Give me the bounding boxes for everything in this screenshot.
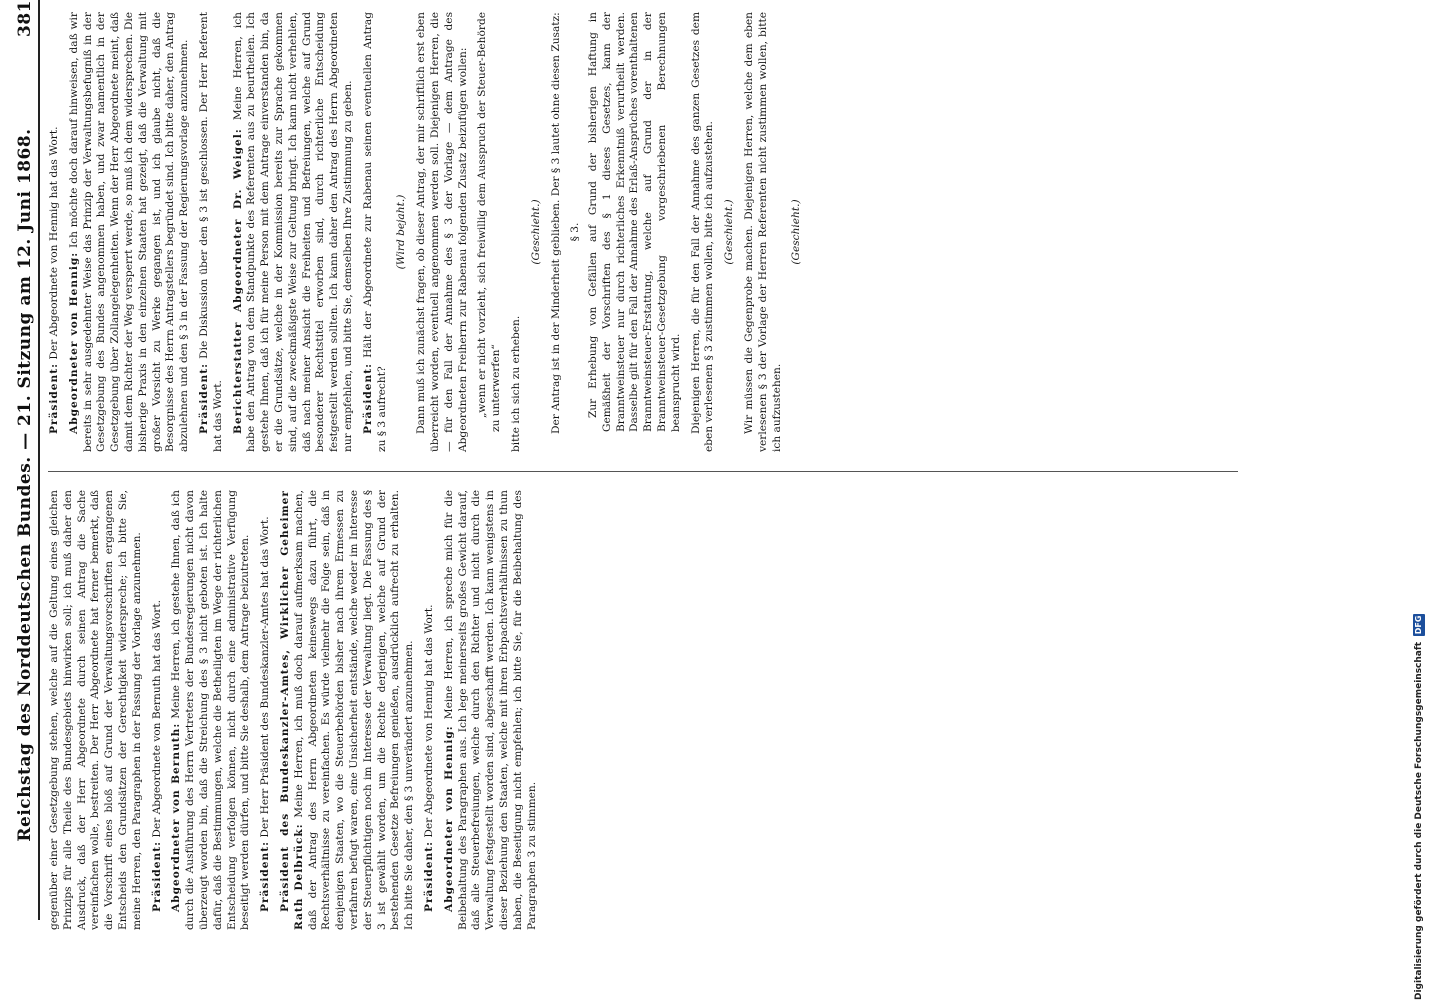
speech [68,12,192,452]
speech [279,490,417,930]
speech [170,490,253,930]
paragraph: gegenüber einer Gesetzgebung stehen, welche auf die Geltung eines gleichen Prinzips für alle Theile des Bundesgebiets hinwirken soll; ich muß daher den Ausdruck, daß der Herr Abgeordnete durch seinen Antrag die Sache vereinfachen wolle, bestreiten. Der Herr Abgeordnete hat ferner bemerkt, daß die Vorschrift eines bloß auf Grund der Verwaltungsvorschriften ergangenen Entscheids den Grundsätzen der Gerechtigkeit widerspreche; ich bitte Sie, meine Herren, den Paragraphen in der Fassung der Vorlage anzunehmen. [48,490,143,930]
speaker-name: Abgeordneter von Hennig: [442,725,455,912]
left-column [48,490,545,930]
speech-text: Meine Herren, ich muß doch darauf aufmerksam machen, daß der Antrag des Herrn Abgeordneten keineswegs dazu führt, die Rechtsverhältnisse zu vereinfachen. Es würde vielmehr die Folge sein, daß in denjenigen Staaten, wo die Steuerbehörden bisher nach ihrem Ermessen zu verfahren befugt waren, eine Unsicherheit entstände, welche weder im Interesse der Steuerpflichtigen noch im Interesse der Verwaltung liegt. Die Fassung des § 3 ist gewählt worden, um die Rechte derjenigen, welche auf Grund der bestehenden Gesetze Befreiungen genießen, ausdrücklich aufrecht zu erhalten. Ich bitte Sie daher, den § 3 unverändert anzunehmen. [292,489,416,930]
running-header [12,0,40,920]
paragraph: Diejenigen Herren, die für den Fall der Annahme des ganzen Gesetzes dem eben verlesenen § 3 zustimmen wollen, bitte ich aufzustehen. [689,12,716,452]
speech-text: Meine Herren, ich habe den Antrag von dem Standpunkte des Referenten aus zu beurtheilen. Ich gestehe Ihnen, daß ich für meine Person mit dem Antrage einverstanden bin, da er die Grundsätze, welche in der Kommission bereits zur Sprache gekommen sind, auf die zweckmäßigste Weise zur Geltung bringt. Ich kann nicht verhehlen, daß nach meiner Ansicht die Freiheiten und Befreiungen, welche auf Grund besonderer Rechtstitel erworben sind, durch richterliche Entscheidung festgestellt werden sollten. Ich kann daher den Antrag des Herrn Abgeordneten nur empfehlen, und bitte Sie, demselben Ihre Zustimmung zu geben. [231,12,354,452]
quote-text: „wenn er nicht vorzieht, sich freiwillig dem Ausspruch der Steuer-Behörde zu unterwerfen“ [476,12,503,432]
speech [232,12,356,452]
speech [423,490,437,930]
speech-text: Die Diskussion über den § 3 ist geschlossen. Der Herr Referent hat das Wort. [197,12,224,452]
speech-text: Hält der Abgeordnete zur Rabenau seinen eventuellen Antrag zu § 3 aufrecht? [361,12,388,452]
speech-text: Der Abgeordnete von Hennig hat das Wort. [48,126,60,360]
speaker-name: Abgeordneter von Hennig: [67,251,80,434]
speaker-name: Präsident: [197,362,210,434]
speaker-name: Berichterstatter Abgeordneter Dr. Weigel: [231,128,244,434]
stage-direction: (Geschieht.) [529,199,542,265]
paragraph: Der Antrag ist in der Minderheit geblieben. Der § 3 lautet ohne diesen Zusatz: [549,12,562,434]
paragraph: bitte ich sich zu erheben. [509,315,522,452]
credit-text: Digitalisierung gefördert durch die Deutsche Forschungsgemeinschaft [1414,641,1424,1000]
quote-text: Zur Erhebung von Gefällen auf Grund der bisherigen Haftung in Gemäßheit der Vorschriften des § 1 dieses Gesetzes, kann der Branntweinsteuer nur durch richterliches Erkenntniß verurtheilt werden. Dasselbe gilt für den Fall der Annahme des Erlaß-Ansprüches vorenthaltenen Branntweinsteuer-Erstattung, welche auf Grund der in der Branntweinsteuer-Gesetzgebung vorgeschriebenen Berechnungen beansprucht wird. [587,12,682,432]
speech-text: Meine Herren, ich spreche mich für die Beibehaltung des Paragraphen aus. Ich lege meinerseits großes Gewicht darauf, daß alle Steuerbefreiungen, welche durch den Richter und nicht durch die Verwaltung festgestellt worden sind, abgeschafft werden. Ich kann wenigstens in dieser Beziehung den Staaten, welche mit ihren Erbpachtsverhältnissen zu thun haben, die Beseitigung nicht empfehlen; ich bitte Sie, für die Beibehaltung des Paragraphen 3 zu stimmen. [442,490,538,930]
right-column [48,12,810,452]
speech-text: Der Abgeordnete von Hennig hat das Wort. [422,604,435,838]
speech-text: Ich möchte doch darauf hinweisen, daß wir bereits in sehr ausgedehnter Weise das Prinzip der Verwaltungsbefugniß in der Gesetzgebung des Bundes angenommen haben, und zwar namentlich in der Gesetzgebung über Zollangelegenheiten. Wenn der Herr Abgeordnete meint, daß damit dem Richter der Weg versperrt werde, so muß ich dem widersprechen. Die bisherige Praxis in den einzelnen Staaten hat gezeigt, daß die Verwaltung mit großer Vorsicht zu Werke gegangen ist, und ich glaube nicht, daß die Besorgnisse des Herrn Antragstellers begründet sind. Ich bitte daher, den Antrag abzulehnen und den § 3 in der Fassung der Regierungsvorlage anzunehmen. [67,12,191,452]
law-text [587,12,684,452]
stage-direction: (Wird bejaht.) [395,194,408,270]
speech-text: Der Abgeordnete von Bernuth hat das Wort. [150,600,163,838]
speaker-name: Präsident: [259,840,272,912]
speech [48,12,62,452]
page-number: 381 [15,0,35,37]
speech [198,12,226,452]
speech-text: Der Herr Präsident des Bundeskanzler-Amtes hat das Wort. [259,516,272,838]
speech [443,490,540,930]
speech [362,12,390,452]
section-heading: § 3. [569,222,582,242]
speech-text: Meine Herren, ich gestehe Ihnen, daß ich durch die Ausführung des Herrn Vertreters der Bundesregierungen nicht davon überzeugt worden bin, daß die Streichung des § 3 nicht geboten ist. Ich halte dafür, daß die Bestimmungen, welche die Betheiligten im Wege der richterlichen Entscheidung verfolgen können, nicht durch eine administrative Verfügung beseitigt werden dürfen, und bitte Sie deshalb, dem Antrage beizutreten. [170,490,252,930]
speaker-name: Präsident des Bundeskanzler-Amtes, Wirklicher Geheimer Rath Delbrück: [278,490,305,930]
quoted-amendment [476,12,504,452]
speech [151,490,165,930]
speech [259,490,273,930]
dfg-logo-icon: DFG [1414,615,1423,635]
speaker-name: Präsident: [150,840,163,912]
digitization-credit [1410,0,1428,1000]
speaker-name: Abgeordneter von Bernuth: [170,722,183,912]
speaker-name: Präsident: [48,362,60,434]
paragraph: Dann muß ich zunächst fragen, ob dieser Antrag, der mir schriftlich erst eben überreicht worden, eventuell angenommen werden soll. Diejenigen Herren, die — für den Fall der Annahme des § 3 der Vorlage — dem Antrage des Abgeordneten Freiherrn zur Rabenau folgenden Zusatz beizufügen wollen: [415,12,469,452]
speaker-name: Präsident: [422,840,435,912]
speaker-name: Präsident: [361,362,374,434]
stage-direction: (Geschieht.) [723,199,736,265]
stage-direction: (Geschieht.) [790,199,803,265]
header-title: Reichstag des Norddeutschen Bundes. — 21. Sitzung am 12. Juni 1868. [15,128,35,842]
column-divider [48,471,1238,472]
paragraph: Wir müssen die Gegenprobe machen. Diejenigen Herren, welche dem eben verlesenen § 3 der Vorlage der Herren Referenten nicht zustimmen wollen, bitte ich aufzustehen. [743,12,783,452]
